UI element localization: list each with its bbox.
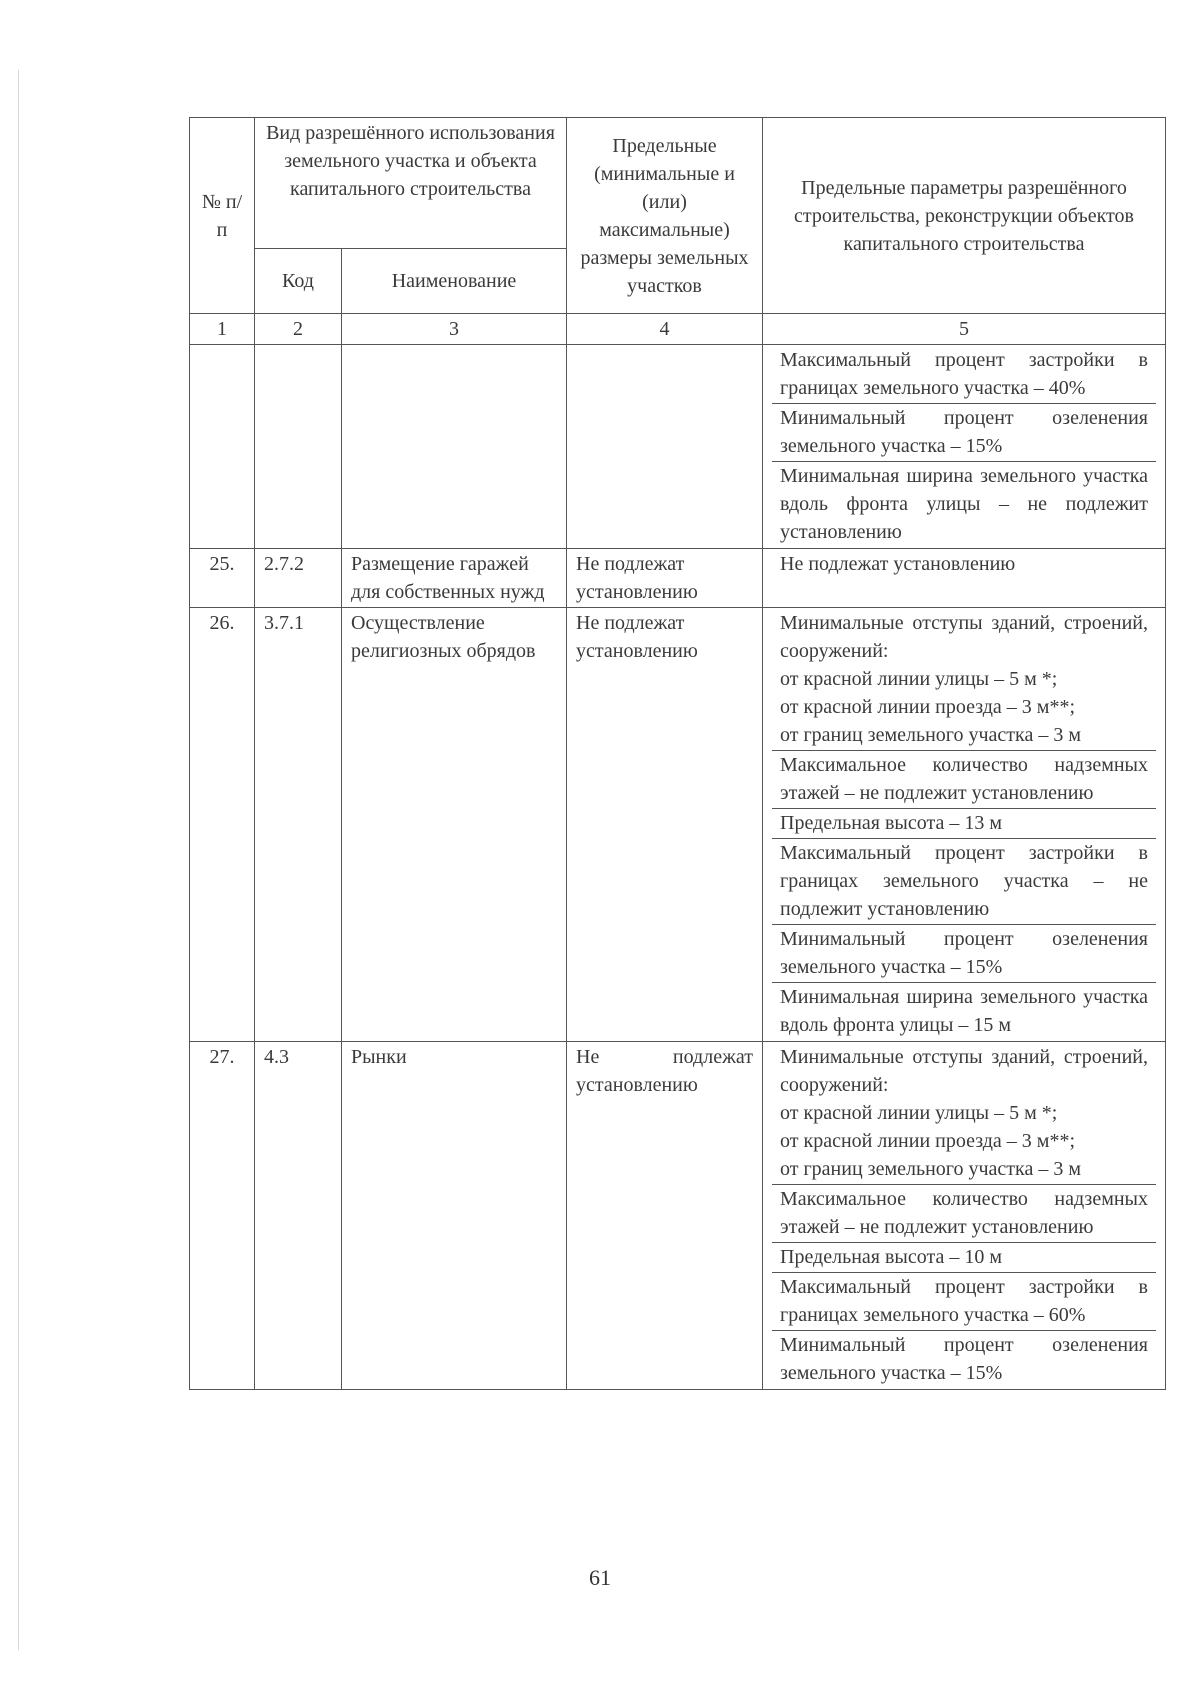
cell-name: Осуществление религиозных обрядов (342, 608, 567, 1042)
cell-params (763, 549, 1166, 608)
cell-code: 2.7.2 (255, 549, 342, 608)
setback-line: от красной линии проезда – 3 м**; (780, 1130, 1076, 1152)
column-numbers-row (190, 314, 1166, 345)
cell-sizes: Не подлежат установлению (567, 549, 763, 608)
cell-sizes: Не подлежат установлению (567, 608, 763, 1042)
column-number: 5 (763, 314, 1166, 345)
param-item: Минимальный процент озеленения земельного участка – 15% (772, 404, 1156, 462)
cell-num: 25. (190, 549, 255, 608)
param-setbacks (772, 609, 1156, 751)
column-number: 3 (342, 314, 567, 345)
param-item: Максимальный процент застройки в границах земельного участка – 60% (772, 1273, 1156, 1331)
table-row (190, 608, 1166, 1042)
param-item: Предельная высота – 13 м (772, 809, 1156, 839)
setback-title: Минимальные отступы зданий, строений, сооружений: (780, 612, 1148, 662)
header-name: Наименование (342, 249, 567, 314)
cell-empty (567, 345, 763, 549)
cell-empty (190, 345, 255, 549)
setback-title: Минимальные отступы зданий, строений, сооружений: (780, 1046, 1148, 1096)
column-number: 2 (255, 314, 342, 345)
table-row (190, 549, 1166, 608)
cell-name: Размещение гаражей для собственных нужд (342, 549, 567, 608)
cell-name: Рынки (342, 1042, 567, 1390)
header-num: № п/п (190, 118, 255, 314)
cell-empty (342, 345, 567, 549)
header-use-type: Вид разрешённого использования земельного участка и объекта капитального строительства (255, 118, 567, 249)
cell-params (763, 608, 1166, 1042)
setback-line: от красной линии улицы – 5 м *; (780, 1102, 1058, 1124)
cell-params (763, 345, 1166, 549)
table-header-row (190, 118, 1166, 249)
header-build-params: Предельные параметры разрешённого строительства, реконструкции объектов капитального строительства (763, 118, 1166, 314)
cell-params (763, 1042, 1166, 1390)
column-number: 4 (567, 314, 763, 345)
param-item: Максимальный процент застройки в границах земельного участка – 40% (772, 346, 1156, 404)
param-item: Максимальное количество надземных этажей – не подлежит установлению (772, 751, 1156, 809)
param-item: Минимальная ширина земельного участка вдоль фронта улицы – 15 м (780, 986, 1148, 1036)
table-row (190, 1042, 1166, 1390)
cell-empty (255, 345, 342, 549)
header-plot-sizes: Предельные (минимальные и (или) максимальные) размеры земельных участков (567, 118, 763, 314)
param-item: Минимальный процент озеленения земельного участка – 15% (780, 1334, 1148, 1384)
setback-line: от красной линии проезда – 3 м**; (780, 696, 1076, 718)
setback-line: от красной линии улицы – 5 м *; (780, 668, 1058, 690)
column-number: 1 (190, 314, 255, 345)
page-number: 61 (589, 1565, 611, 1590)
cell-code: 3.7.1 (255, 608, 342, 1042)
zoning-parameters-table (189, 117, 1166, 1390)
param-setbacks (772, 1043, 1156, 1185)
table-row-continuation (190, 345, 1166, 549)
setback-line: от границ земельного участка – 3 м (780, 1158, 1081, 1180)
param-item: Максимальный процент застройки в границах земельного участка – не подлежит установлению (772, 839, 1156, 925)
scan-artifact-line (18, 70, 19, 1650)
cell-num: 26. (190, 608, 255, 1042)
cell-num: 27. (190, 1042, 255, 1390)
cell-code: 4.3 (255, 1042, 342, 1390)
param-item: Максимальное количество надземных этажей – не подлежит установлению (772, 1185, 1156, 1243)
param-item: Минимальный процент озеленения земельного участка – 15% (772, 925, 1156, 983)
param-item: Не подлежат установлению (780, 553, 1016, 575)
setback-line: от границ земельного участка – 3 м (780, 724, 1081, 746)
param-item: Предельная высота – 10 м (772, 1243, 1156, 1273)
cell-sizes: Не подлежат установлению (567, 1042, 763, 1390)
header-code: Код (255, 249, 342, 314)
param-item: Минимальная ширина земельного участка вдоль фронта улицы – не подлежит установлению (780, 465, 1148, 543)
